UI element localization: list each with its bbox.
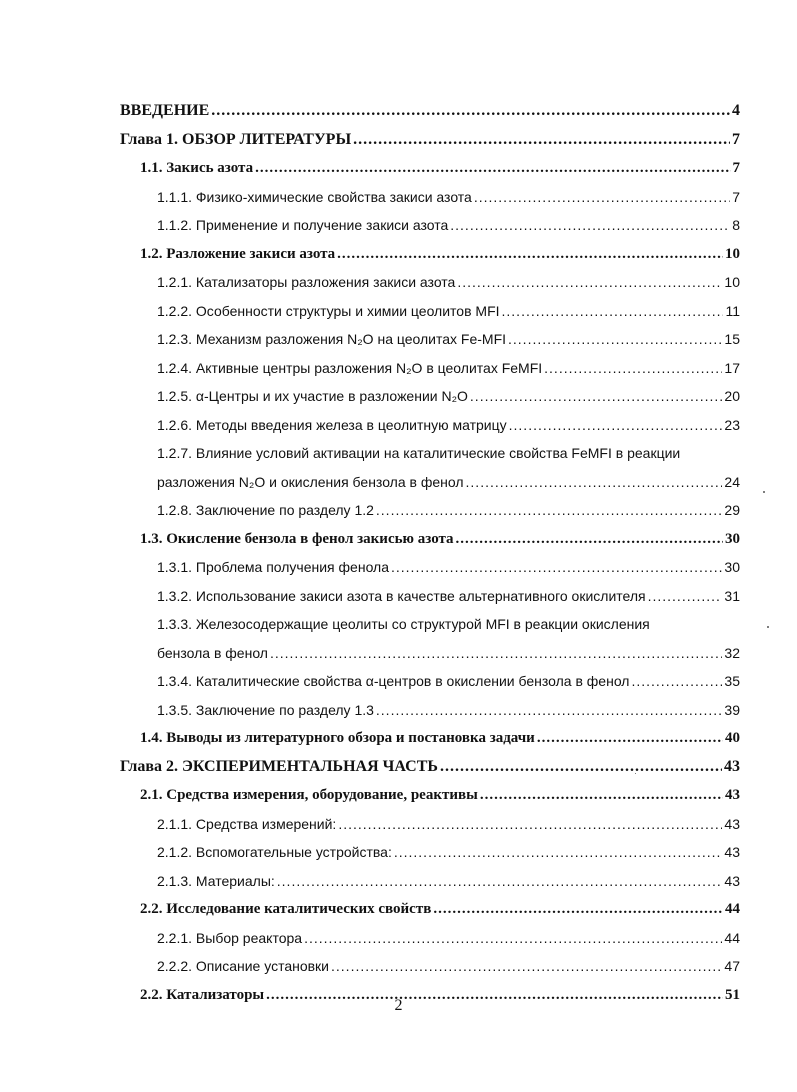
toc-leader-dots [470,382,723,411]
toc-entry-page: 30 [724,559,740,575]
toc-entry-label: 1.3. Окисление бензола в фенол закисью азота [140,530,454,547]
toc-leader-dots [466,468,723,497]
toc-leader-dots [353,126,730,155]
toc-leader-dots [509,411,723,440]
scan-speck [763,491,765,493]
toc-entry-label: 1.2.4. Активные центры разложения N₂O в цеолитах FeMFI [157,359,543,376]
toc-entry [120,411,740,440]
toc-entry [120,325,740,354]
toc-entry-page: 31 [724,587,740,604]
toc-entry-page: 20 [724,388,740,404]
toc-entry-page: 17 [724,359,740,376]
toc-entry-page: 51 [725,986,740,1003]
toc-leader-dots [502,297,724,326]
toc-entry-page: 40 [725,730,740,746]
toc-leader-dots [456,525,723,554]
toc-entry-page: 23 [724,416,740,433]
toc-leader-dots [457,268,722,297]
toc-entry-page: 11 [725,302,740,319]
toc-entry [120,439,740,468]
toc-entry-label: 1.1.2. Применение и получение закиси азота [157,217,449,233]
toc-entry [120,154,740,183]
toc-entry-label: 1.3.4. Каталитические свойства α-центров в окислении бензола в фенол [157,673,630,689]
toc-entry-label: 1.2.8. Заключение по разделу 1.2 [157,502,374,518]
scan-speck [635,773,636,774]
toc-entry-page: 32 [724,644,740,661]
toc-entry-label: Глава 1. ОБЗОР ЛИТЕРАТУРЫ [120,130,352,148]
toc-leader-dots [376,496,723,525]
toc-leader-dots [255,154,730,183]
toc-entry [120,781,740,810]
toc-leader-dots [631,667,722,696]
toc-entry-label: 2.1.1. Средства измерений: [157,815,337,832]
toc-leader-dots [508,325,722,354]
toc-entry [120,496,740,525]
toc-entry-label: 2.2. Исследование каталитических свойств [140,901,432,917]
toc-entry [120,724,740,753]
toc-entry-page: 24 [724,473,740,490]
toc-leader-dots [394,838,723,867]
toc-entry-page: 7 [732,160,740,176]
toc-entry-page: 7 [732,130,740,148]
toc-entry [120,582,740,611]
toc-entry-label: 1.2.2. Особенности структуры и химии цеолитов MFI [157,302,500,319]
toc-entry-page: 8 [732,217,740,233]
toc-entry [120,753,740,782]
toc-entry-page: 44 [725,901,740,917]
toc-entry-page: 10 [725,245,740,262]
toc-entry-label: 2.2.1. Выбор реактора [157,929,303,946]
toc-leader-dots [480,781,723,810]
toc-entry [120,211,740,240]
toc-entry [120,810,740,839]
toc-entry-label: 1.3.3. Железосодержащие цеолиты со структурой MFI в реакции окисления [157,616,650,632]
toc-entry-label: 1.2.3. Механизм разложения N₂O на цеолитах Fe-MFI [157,331,507,347]
toc-entry [120,924,740,953]
toc-entry [120,667,740,696]
toc-entry [120,297,740,326]
toc-entry [120,268,740,297]
toc-leader-dots [277,867,723,896]
toc-entry [120,382,740,411]
table-of-contents [120,97,740,1009]
toc-entry [120,553,740,582]
toc-entry-label: 1.1.1. Физико-химические свойства закиси азота [157,188,472,205]
toc-entry-page: 43 [724,757,740,775]
toc-entry [120,639,740,668]
toc-leader-dots [331,952,722,981]
toc-entry-label: 2.1. Средства измерения, оборудование, реактивы [140,787,478,803]
toc-entry [120,867,740,896]
toc-entry [120,525,740,554]
toc-entry-page: 4 [732,102,740,119]
toc-entry-page: 7 [732,188,740,205]
toc-entry-page: 43 [725,787,740,803]
toc-entry-label: 1.3.2. Использование закиси азота в качестве альтернативного окислителя [157,587,646,604]
toc-entry-page: 43 [724,872,740,889]
toc-leader-dots [648,582,723,611]
toc-leader-dots [544,354,722,383]
toc-entry-label: 2.1.3. Материалы: [157,872,275,889]
toc-entry [120,952,740,981]
toc-leader-dots [450,211,730,240]
toc-entry-label: 1.2. Разложение закиси азота [140,245,336,262]
toc-entry-label: 1.2.1. Катализаторы разложения закиси азота [157,274,456,290]
toc-leader-dots [338,810,722,839]
toc-leader-dots [391,553,722,582]
toc-entry-page: 43 [724,844,740,860]
scan-speck [767,626,769,628]
toc-entry [120,183,740,212]
toc-entry [120,838,740,867]
toc-entry-page: 10 [724,274,740,290]
toc-entry [120,126,740,155]
toc-entry-page: 39 [724,701,740,718]
toc-entry-label: 2.2.2. Описание установки [157,958,330,974]
toc-leader-dots [376,696,723,725]
toc-entry-label: 2.1.2. Вспомогательные устройства: [157,844,392,860]
toc-entry-label: 1.2.7. Влияние условий активации на каталитические свойства FeMFI в реакции [157,445,681,461]
toc-entry-page: 30 [725,530,740,547]
toc-entry [120,610,740,639]
toc-entry-page: 44 [724,929,740,946]
toc-entry-page: 43 [724,815,740,832]
toc-entry-label: разложения N₂O и окисления бензола в фенол [157,473,464,490]
toc-entry [120,468,740,497]
toc-entry-label: ВВЕДЕНИЕ [120,102,210,119]
toc-entry-label: Глава 2. ЭКСПЕРИМЕНТАЛЬНАЯ ЧАСТЬ [120,757,438,775]
toc-entry-label: 1.4. Выводы из литературного обзора и постановка задачи [140,730,535,746]
toc-entry-page: 29 [724,502,740,518]
toc-leader-dots [211,97,730,126]
toc-entry-page: 47 [724,958,740,974]
toc-leader-dots [337,240,723,269]
toc-leader-dots [304,924,722,953]
toc-entry-label: 2.2. Катализаторы [140,986,265,1003]
toc-leader-dots [270,639,722,668]
toc-entry-label: 1.2.6. Методы введения железа в цеолитную матрицу [157,416,507,433]
toc-entry [120,696,740,725]
toc-entry [120,240,740,269]
toc-leader-dots [474,183,730,212]
toc-leader-dots [537,724,723,753]
toc-entry-page: 35 [724,673,740,689]
toc-entry-label: 1.1. Закись азота [140,160,254,176]
toc-leader-dots [433,895,723,924]
toc-entry-label: бензола в фенол [157,644,268,661]
toc-entry-label: 1.3.5. Заключение по разделу 1.3 [157,701,374,718]
toc-leader-dots [440,753,722,782]
toc-entry [120,354,740,383]
toc-entry-label: 1.2.5. α-Центры и их участие в разложении N₂O [157,388,468,404]
toc-entry-label: 1.3.1. Проблема получения фенола [157,559,389,575]
page-number: 2 [394,997,403,1014]
toc-entry [120,895,740,924]
toc-entry-page: 15 [724,331,740,347]
toc-entry [120,97,740,126]
